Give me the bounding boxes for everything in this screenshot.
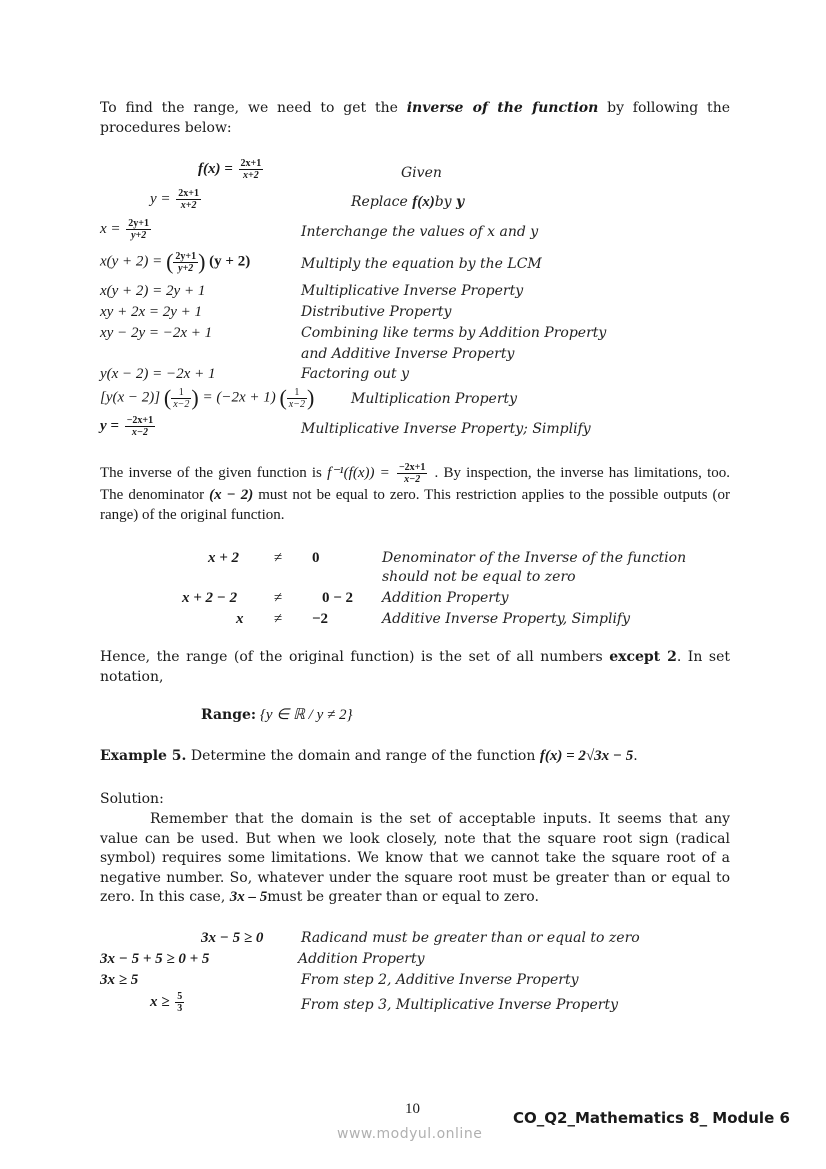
domain-step-3-expression: 3x ≥ 5 [100, 972, 139, 988]
step-5-reason: Multiplicative Inverse Property [301, 283, 524, 299]
step-8-reason: Factoring out y [301, 366, 410, 382]
inverse-paragraph: The inverse of the given function is f⁻¹(f(x)) = $\frac{-2x+1}{x-2}$ . By inspection, the inverse has limitations, too. The denominator (x − 2) must not be equal to zero. This restriction applies to the possible outputs (or range) of the original function. [100, 462, 730, 523]
step-6-expression: xy + 2x = 2y + 1 [100, 304, 202, 320]
step-3-reason: Interchange the values of x and y [301, 224, 539, 240]
restriction-2-reason: Addition Property [382, 590, 509, 606]
step-5-expression: x(y + 2) = 2y + 1 [100, 283, 206, 299]
example-5-heading: Example 5. Determine the domain and range of the function f(x) = 2√3x − 5. [100, 748, 638, 764]
step-10-expression: y = $\frac{-2x+1}{x-2}$ [100, 415, 154, 438]
intro-emphasis: inverse of the function [406, 100, 599, 116]
domain-step-4-reason: From step 3, Multiplicative Inverse Property [301, 997, 619, 1013]
restriction-2-op: ≠ [274, 590, 283, 606]
intro-paragraph: To find the range, we need to get the inverse of the function by following the procedures below: [100, 100, 730, 136]
step-4-expression: x(y + 2) = ( $\frac{2y+1}{y+2}$ ) (y + 2) [100, 249, 251, 274]
step-6-reason: Distributive Property [301, 304, 452, 320]
restriction-1-reason: Denominator of the Inverse of the function [382, 550, 687, 566]
module-code: CO_Q2_Mathematics 8_ Module 6 [513, 1109, 790, 1127]
step-10-reason: Multiplicative Inverse Property; Simplify [301, 421, 591, 437]
step-9-expression: [y(x − 2)] ( $\frac{1}{x-2}$ ) = (−2x + 1) ( $\frac{1}{x-2}$ ) [100, 385, 315, 410]
solution-paragraph: Remember that the domain is the set of acceptable inputs. It seems that any value can be used. But when we look closely, note that the square root sign (radical symbol) requires some limitations. We know that we cannot take the square root of a negative number. So, whatever under the square root must be greater than or equal to zero. In this case, 3x – 5must be greater than or equal to zero. [100, 811, 730, 905]
domain-step-1-expression: 3x − 5 ≥ 0 [201, 930, 264, 946]
domain-step-2-expression: 3x − 5 + 5 ≥ 0 + 5 [100, 951, 210, 967]
restriction-1-lhs: x + 2 [208, 550, 240, 566]
step-3-expression: x = $\frac{2y+1}{y+2}$ [100, 218, 149, 241]
step-2-reason: Replace f(x)by y [351, 194, 465, 210]
restriction-3-reason: Additive Inverse Property, Simplify [382, 611, 631, 627]
page-number: 10 [405, 1101, 420, 1117]
restriction-3-op: ≠ [274, 611, 283, 627]
domain-step-4-expression: x ≥ $\frac{5}{3}$ [150, 991, 183, 1014]
restriction-1-reason-cont: should not be equal to zero [382, 569, 576, 585]
step-4-reason: Multiply the equation by the LCM [301, 256, 542, 272]
restriction-1-rhs: 0 [312, 550, 320, 566]
step-1-expression: f(x) = $\frac{2x+1}{x+2}$ [198, 158, 262, 181]
step-7-expression: xy − 2y = −2x + 1 [100, 325, 213, 341]
restriction-3-rhs: −2 [312, 611, 329, 627]
range-statement: Range: {y ∈ ℝ / y ≠ 2} [201, 707, 353, 723]
domain-step-3-reason: From step 2, Additive Inverse Property [301, 972, 579, 988]
restriction-1-op: ≠ [274, 550, 283, 566]
step-8-expression: y(x − 2) = −2x + 1 [100, 366, 216, 382]
domain-step-2-reason: Addition Property [298, 951, 425, 967]
step-1-reason: Given [401, 165, 442, 181]
step-9-reason: Multiplication Property [351, 391, 518, 407]
restriction-2-lhs: x + 2 − 2 [182, 590, 238, 606]
restriction-3-lhs: x [236, 611, 244, 627]
watermark: www.modyul.online [337, 1126, 483, 1142]
domain-step-1-reason: Radicand must be greater than or equal to zero [301, 930, 640, 946]
step-7-reason-cont: and Additive Inverse Property [301, 346, 515, 362]
restriction-2-rhs: 0 − 2 [322, 590, 354, 606]
hence-paragraph: Hence, the range (of the original function) is the set of all numbers except 2. In set notation, [100, 649, 730, 685]
solution-label: Solution: [100, 791, 164, 807]
step-2-expression: y = $\frac{2x+1}{x+2}$ [150, 188, 199, 211]
step-7-reason: Combining like terms by Addition Property [301, 325, 607, 341]
